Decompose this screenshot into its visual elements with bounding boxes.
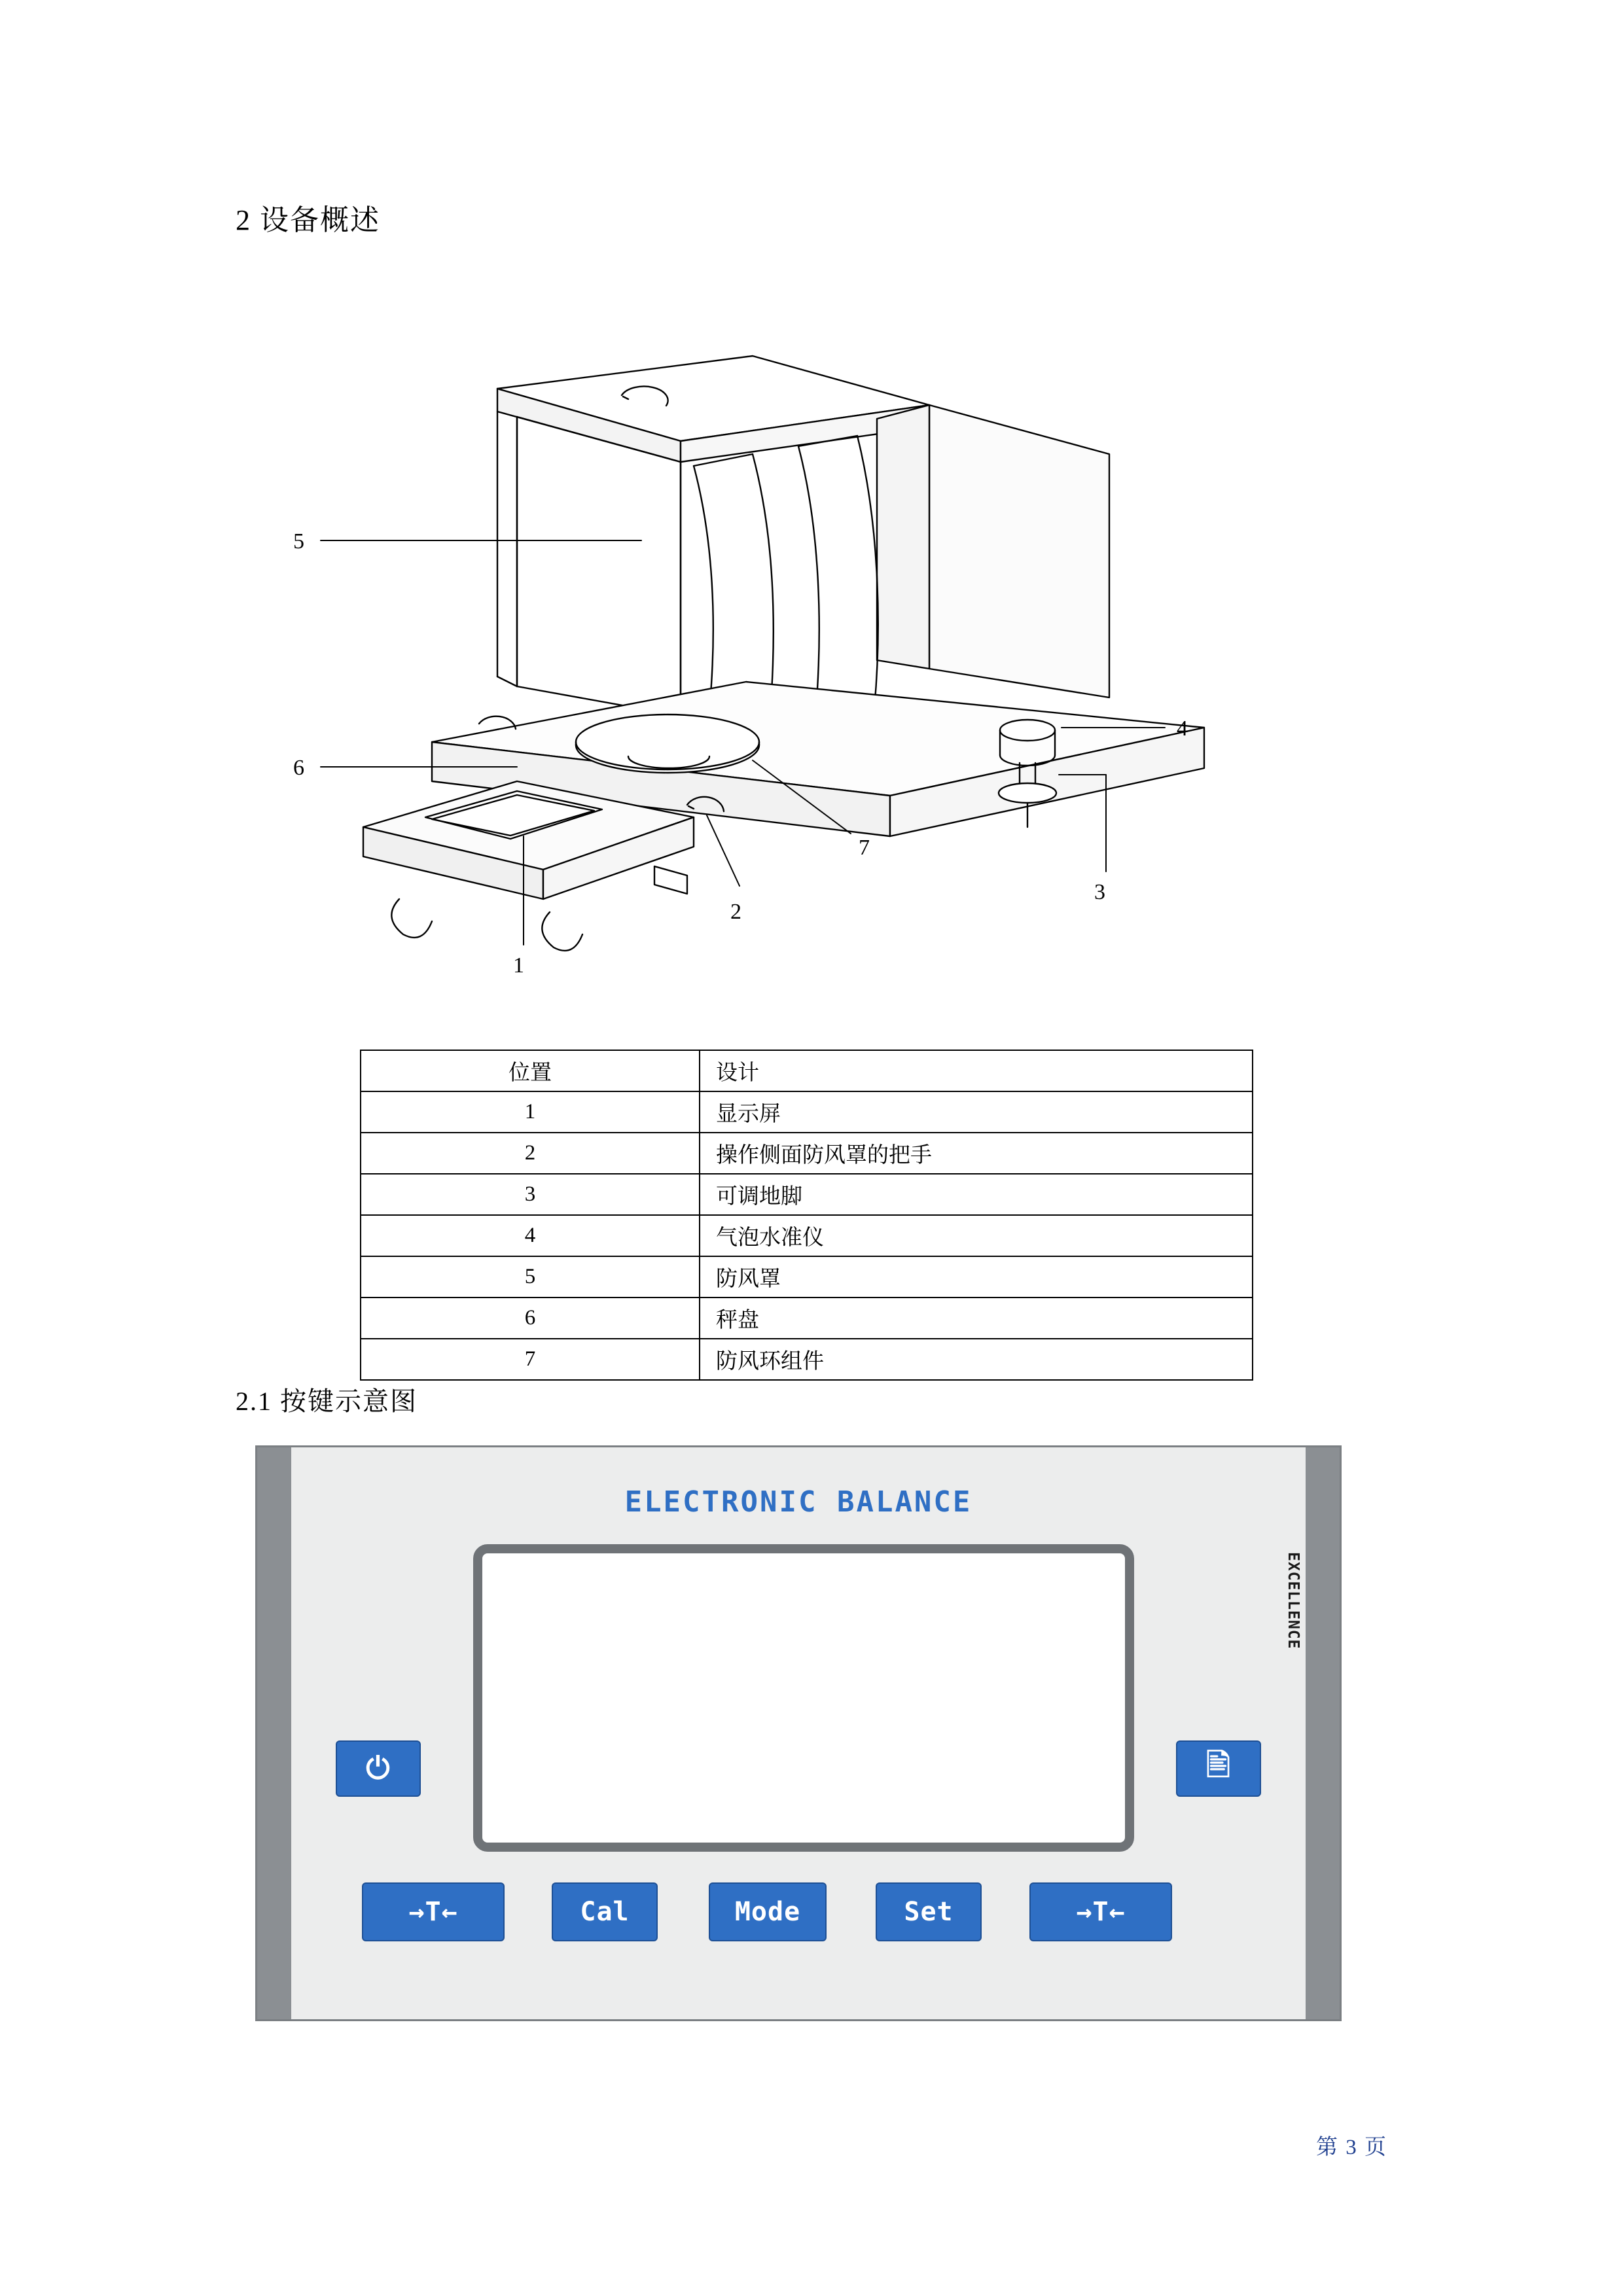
cell-position: 2 (361, 1133, 700, 1174)
power-button[interactable] (336, 1740, 421, 1797)
cell-position: 5 (361, 1256, 700, 1298)
print-button[interactable] (1176, 1740, 1261, 1797)
table-row (361, 1174, 1253, 1215)
print-icon: 🖹 (1206, 1747, 1231, 1782)
mode-button[interactable]: Mode (709, 1882, 827, 1941)
header-position: 位置 (361, 1050, 700, 1091)
parts-table-wrapper (360, 1050, 1253, 1381)
cell-position: 7 (361, 1339, 700, 1380)
tare-left-button[interactable]: →T← (362, 1882, 505, 1941)
balance-front-panel (255, 1445, 1342, 2021)
callout-4: 4 (1177, 716, 1188, 741)
subsection-heading: 2.1 按键示意图 (236, 1386, 418, 1416)
panel-side-right (1306, 1447, 1340, 2019)
cell-description: 秤盘 (700, 1298, 1253, 1339)
section-heading: 2 设备概述 (236, 204, 380, 236)
page-content (236, 196, 1387, 2021)
cell-description: 防风环组件 (700, 1339, 1253, 1380)
callout-7: 7 (859, 836, 870, 860)
header-description: 设计 (700, 1050, 1253, 1091)
table-row (361, 1215, 1253, 1256)
table-row (361, 1298, 1253, 1339)
tare-right-button[interactable]: →T← (1029, 1882, 1172, 1941)
cell-position: 1 (361, 1091, 700, 1133)
cell-description: 防风罩 (700, 1256, 1253, 1298)
parts-table (360, 1050, 1253, 1381)
callout-5: 5 (293, 529, 304, 554)
set-button[interactable]: Set (876, 1882, 982, 1941)
callout-6: 6 (293, 756, 304, 780)
cal-button[interactable]: Cal (552, 1882, 658, 1941)
cell-position: 3 (361, 1174, 700, 1215)
cell-position: 4 (361, 1215, 700, 1256)
panel-side-left (257, 1447, 291, 2019)
panel-title: ELECTRONIC BALANCE (624, 1485, 972, 1519)
callout-3: 3 (1094, 880, 1105, 904)
table-header-row (361, 1050, 1253, 1091)
table-row (361, 1091, 1253, 1133)
page-footer: 第 3 页 (1316, 2136, 1387, 2159)
keypad-diagram (255, 1445, 1342, 2021)
cell-description: 可调地脚 (700, 1174, 1253, 1215)
cell-description: 显示屏 (700, 1091, 1253, 1133)
cell-position: 6 (361, 1298, 700, 1339)
balance-diagram (236, 258, 1387, 978)
callout-2: 2 (730, 900, 741, 924)
table-row (361, 1339, 1253, 1380)
panel-brand-label: EXCELLENCE (1285, 1552, 1302, 1650)
cell-description: 气泡水准仪 (700, 1215, 1253, 1256)
table-row (361, 1133, 1253, 1174)
cell-description: 操作侧面防风罩的把手 (700, 1133, 1253, 1174)
lcd-display (473, 1544, 1134, 1852)
callout-1: 1 (513, 953, 524, 978)
table-row (361, 1256, 1253, 1298)
power-icon: ⏻ (366, 1750, 391, 1786)
